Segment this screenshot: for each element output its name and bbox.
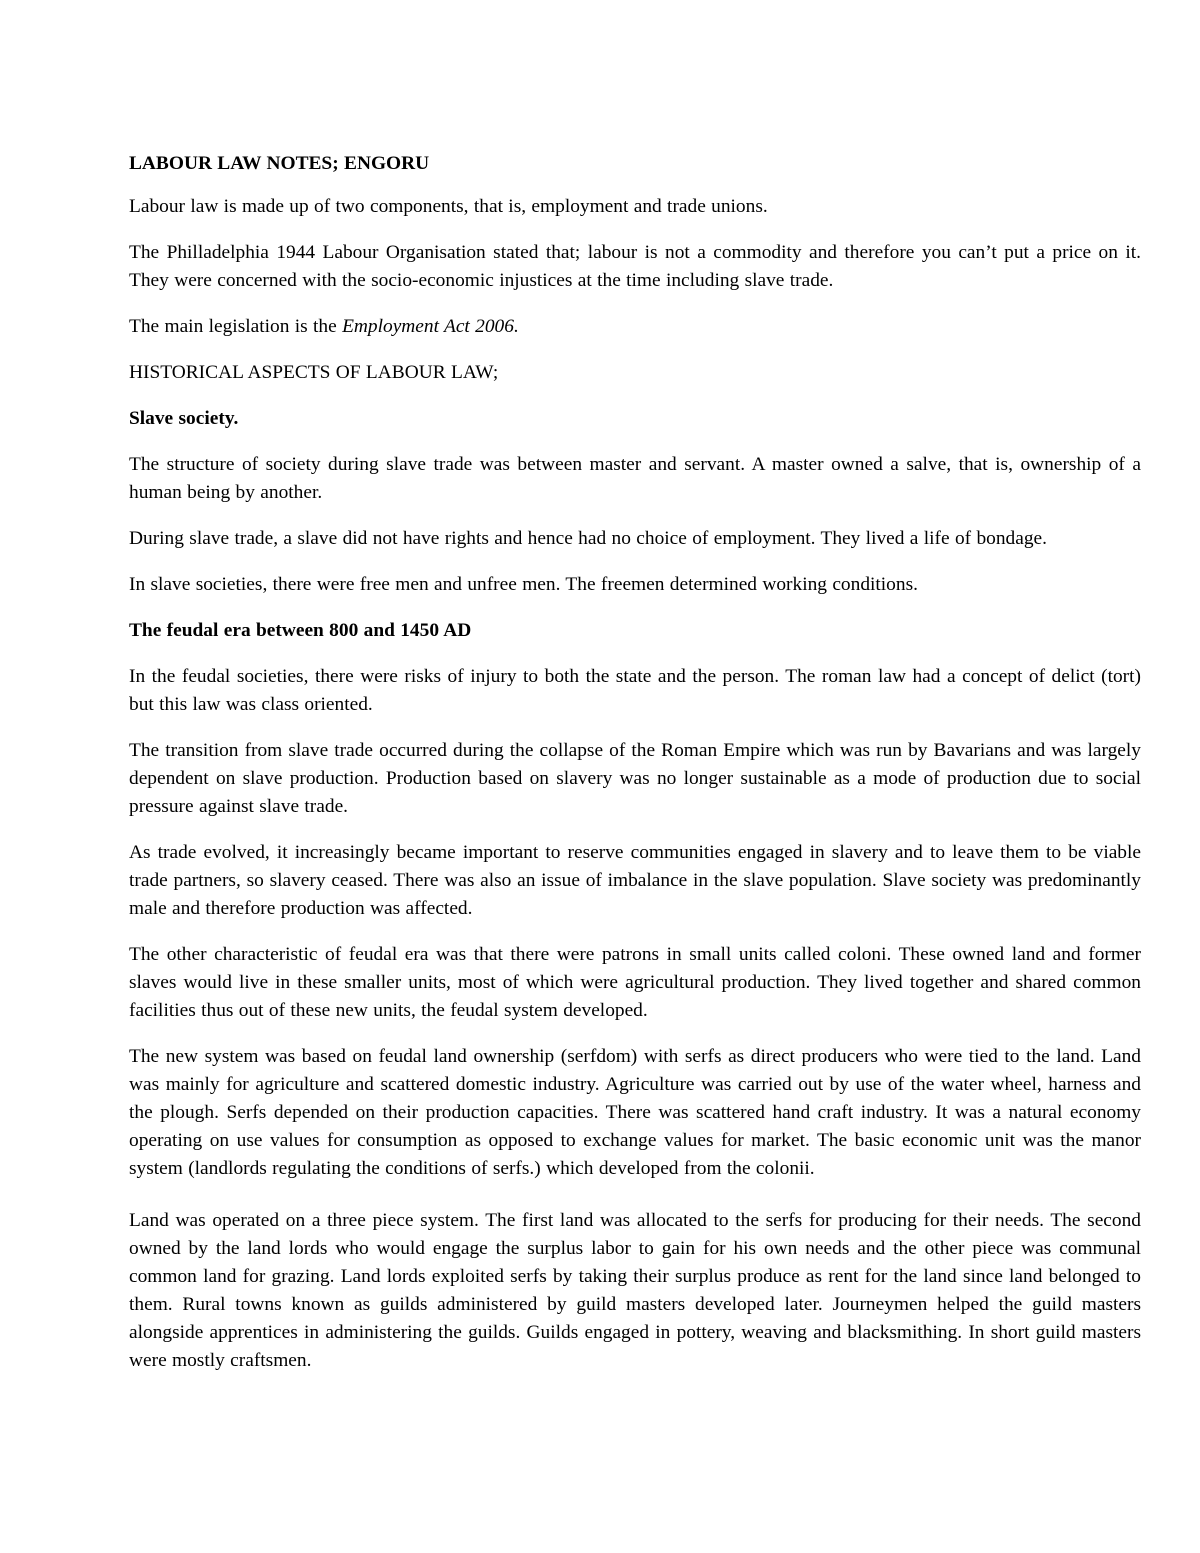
historical-heading: HISTORICAL ASPECTS OF LABOUR LAW; — [129, 362, 499, 383]
legislation-act: Employment Act 2006. — [342, 316, 519, 337]
legislation-prefix: The main legislation is the — [129, 316, 343, 337]
intro-paragraph: Labour law is made up of two components, that is, employment and trade unions. — [129, 196, 768, 217]
document-title: LABOUR LAW NOTES; ENGORU — [129, 153, 430, 174]
legislation-paragraph — [129, 313, 1141, 341]
feudal-paragraph-1: In the feudal societies, there were risks of injury to both the state and the person. The roman law had a concept of delict (tort) but this law was class oriented. — [129, 666, 1141, 715]
feudal-era-heading: The feudal era between 800 and 1450 AD — [129, 620, 472, 641]
feudal-paragraph-5: The new system was based on feudal land ownership (serfdom) with serfs as direct producers who were tied to the land. Land was mainly for agriculture and scattered domestic industry. Agriculture was carried out by use of the water wheel, harness and the plough. Serfs depended on their production capacities. There was scattered hand craft industry. It was a natural economy operating on use values for consumption as opposed to exchange values for market. The basic economic unit was the manor system (landlords regulating the conditions of serfs.) which developed from the colonii. — [129, 1046, 1141, 1179]
feudal-paragraph-2: The transition from slave trade occurred during the collapse of the Roman Empire which was run by Bavarians and was largely dependent on slave production. Production based on slavery was no longer sustainable as a mode of production due to social pressure against slave trade. — [129, 740, 1141, 817]
slave-society-heading: Slave society. — [129, 408, 239, 429]
feudal-paragraph-3: As trade evolved, it increasingly became important to reserve communities engaged in slavery and to leave them to be viable trade partners, so slavery ceased. There was also an issue of imbalance in the slave population. Slave society was predominantly male and therefore production was affected. — [129, 842, 1141, 919]
philadelphia-paragraph: The Philladelphia 1944 Labour Organisation stated that; labour is not a commodity and therefore you can’t put a price on it. They were concerned with the socio-economic injustices at the time including slave trade. — [129, 242, 1141, 291]
document-body — [129, 150, 1141, 1393]
feudal-paragraph-6: Land was operated on a three piece system. The first land was allocated to the serfs for producing for their needs. The second owned by the land lords who would engage the surplus labor to gain for his own needs and the other piece was communal common land for grazing. Land lords exploited serfs by taking their surplus produce as rent for the land since land belonged to them. Rural towns known as guilds administered by guild masters developed later. Journeymen helped the guild masters alongside apprentices in administering the guilds. Guilds engaged in pottery, weaving and blacksmithing. In short guild masters were mostly craftsmen. — [129, 1210, 1141, 1371]
slave-paragraph-3: In slave societies, there were free men and unfree men. The freemen determined working conditions. — [129, 574, 918, 595]
slave-paragraph-1: The structure of society during slave trade was between master and servant. A master owned a salve, that is, ownership of a human being by another. — [129, 454, 1141, 503]
slave-paragraph-2: During slave trade, a slave did not have rights and hence had no choice of employment. They lived a life of bondage. — [129, 528, 1047, 549]
feudal-paragraph-4: The other characteristic of feudal era was that there were patrons in small units called coloni. These owned land and former slaves would live in these smaller units, most of which were agricultural production. They lived together and shared common facilities thus out of these new units, the feudal system developed. — [129, 944, 1141, 1021]
